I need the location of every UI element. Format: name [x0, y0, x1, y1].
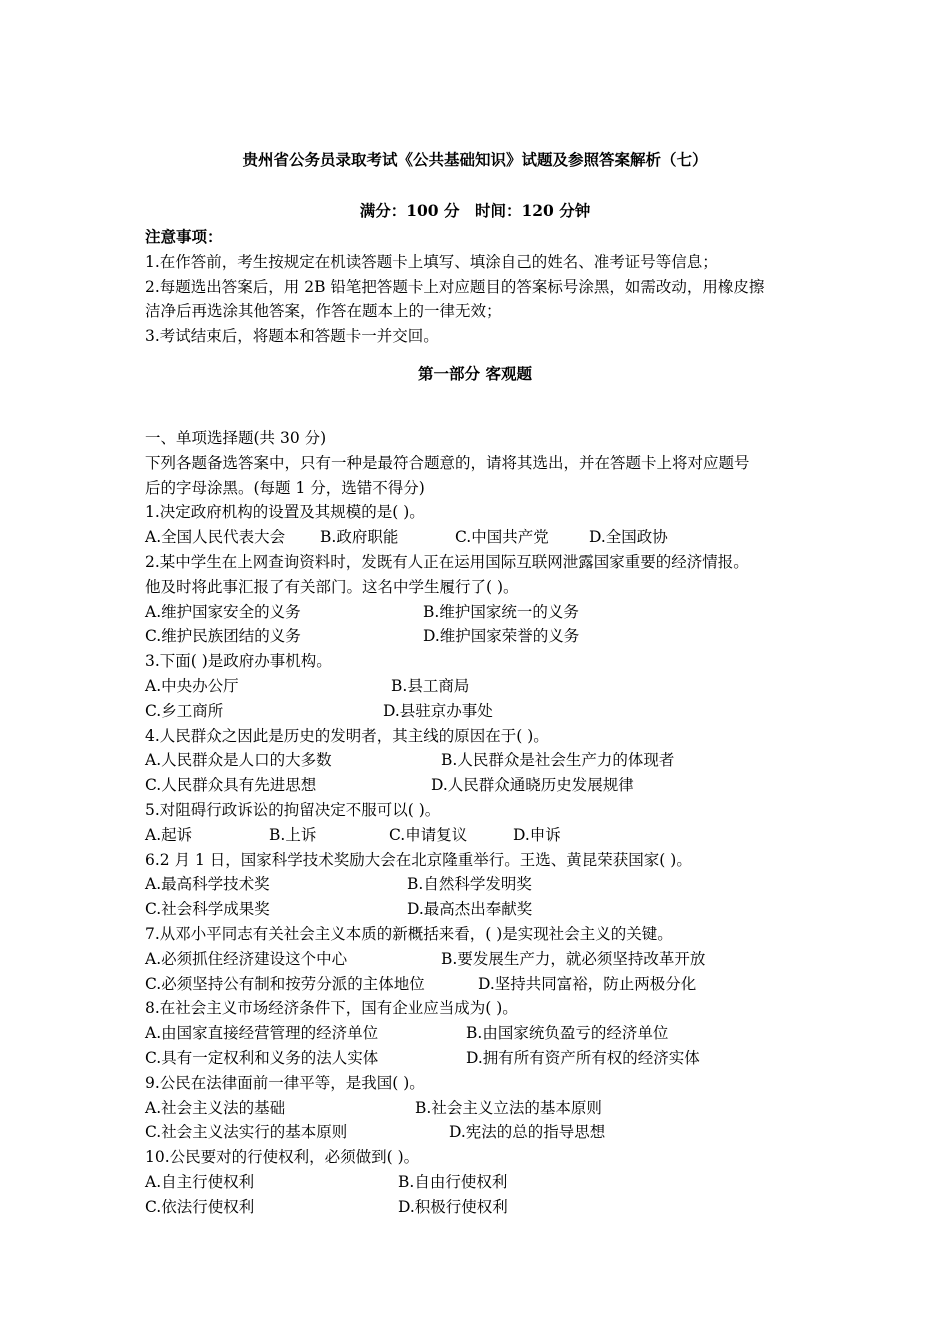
option-row: [145, 600, 815, 625]
option: B.上诉: [269, 825, 317, 844]
question: [145, 996, 815, 1070]
option: C.维护民族团结的义务: [145, 627, 301, 646]
question-stem: 2.某中学生在上网查询资料时，发既有人正在运用国际互联网泄露国家重要的经济情报。: [145, 552, 749, 571]
option: A.自主行使权利: [145, 1172, 255, 1191]
question-stem: 5.对阻碍行政诉讼的拘留决定不服可以( )。: [145, 800, 441, 819]
question: [145, 922, 815, 996]
option: D.人民群众通晓历史发展规律: [431, 776, 634, 795]
notice-line: 洁净后再选涂其他答案，作答在题本上的一律无效；: [145, 302, 502, 321]
question-stem: 7.从邓小平同志有关社会主义本质的新概括来看，( )是实现社会主义的关键。: [145, 924, 673, 943]
option: A.中央办公厅: [145, 676, 239, 695]
option: B.政府职能: [320, 528, 399, 547]
option: C.社会主义法实行的基本原则: [145, 1123, 348, 1142]
question-stem: 9.公民在法律面前一律平等，是我国( )。: [145, 1073, 425, 1092]
option: D.积极行使权利: [398, 1197, 508, 1216]
question: [145, 848, 815, 922]
option: B.县工商局: [391, 676, 470, 695]
option-row: [145, 773, 815, 798]
option-row: [145, 872, 815, 897]
option: D.县驻京办事处: [383, 701, 493, 720]
option: C.中国共产党: [455, 528, 549, 547]
option-row: [145, 972, 815, 997]
part-title: 第一部分 客观题: [418, 363, 532, 383]
option: C.人民群众具有先进思想: [145, 776, 317, 795]
option: B.维护国家统一的义务: [423, 602, 579, 621]
notice-heading: 注意事项：: [145, 227, 223, 246]
option: D.全国政协: [589, 528, 668, 547]
option-row: [145, 699, 815, 724]
option: D.维护国家荣誉的义务: [423, 627, 580, 646]
option: B.人民群众是社会生产力的体现者: [441, 751, 675, 770]
option: D.坚持共同富裕，防止两极分化: [478, 974, 697, 993]
question-stem: 他及时将此事汇报了有关部门。这名中学生履行了( )。: [145, 577, 519, 596]
option-row: [145, 947, 815, 972]
option-row: [145, 624, 815, 649]
option-row: [145, 1120, 815, 1145]
option: A.人民群众是人口的大多数: [145, 751, 332, 770]
option: C.具有一定权利和义务的法人实体: [145, 1048, 379, 1067]
option-row: [145, 897, 815, 922]
option-row: [145, 823, 815, 848]
question: [145, 1145, 815, 1219]
option: B.社会主义立法的基本原则: [415, 1098, 602, 1117]
option: D.最高杰出奉献奖: [407, 900, 533, 919]
option-row: [145, 1021, 815, 1046]
option: B.要发展生产力，就必须坚持改革开放: [441, 949, 706, 968]
question-stem: 10.公民要对的行使权利，必须做到( )。: [145, 1148, 420, 1167]
instruction-line: 后的字母涂黑。(每题 1 分，选错不得分): [145, 478, 425, 497]
option-row: [145, 1195, 815, 1220]
question: [145, 500, 815, 550]
option: C.乡工商所: [145, 701, 224, 720]
option: D.宪法的总的指导思想: [449, 1123, 606, 1142]
notice-line: 2.每题选出答案后，用 2B 铅笔把答题卡上对应题目的答案标号涂黑，如需改动，用橡皮擦: [145, 277, 765, 296]
option: A.起诉: [145, 825, 193, 844]
question-stem: 8.在社会主义市场经济条件下，国有企业应当成为( )。: [145, 999, 518, 1018]
question-stem: 3.下面( )是政府办事机构。: [145, 652, 332, 671]
question: [145, 1071, 815, 1145]
option-row: [145, 1170, 815, 1195]
notice-line: 3.考试结束后，将题本和答题卡一并交回。: [145, 327, 439, 346]
option: C.依法行使权利: [145, 1197, 255, 1216]
instruction-line: 下列各题备选答案中，只有一种是最符合题意的，请将其选出，并在答题卡上将对应题号: [145, 453, 750, 472]
question: [145, 724, 815, 798]
question-stem: 1.决定政府机构的设置及其规模的是( )。: [145, 503, 425, 522]
option: A.全国人民代表大会: [145, 528, 286, 547]
option: D.拥有所有资产所有权的经济实体: [466, 1048, 700, 1067]
exam-meta: 满分：100 分 时间：120 分钟: [359, 201, 591, 220]
question: [145, 550, 815, 649]
option: C.申请复议: [389, 825, 468, 844]
option-row: [145, 525, 815, 550]
option-row: [145, 674, 815, 699]
option: A.由国家直接经营管理的经济单位: [145, 1024, 379, 1043]
option-row: [145, 748, 815, 773]
option: C.社会科学成果奖: [145, 900, 270, 919]
option: C.必须坚持公有制和按劳分派的主体地位: [145, 974, 425, 993]
option: B.由国家统负盈亏的经济单位: [466, 1024, 669, 1043]
section-title: 一、单项选择题(共 30 分): [145, 428, 327, 447]
option-row: [145, 1096, 815, 1121]
option: A.最高科学技术奖: [145, 875, 270, 894]
question: [145, 649, 815, 723]
notice-line: 1.在作答前，考生按规定在机读答题卡上填写、填涂自己的姓名、准考证号等信息；: [145, 252, 718, 271]
option: B.自由行使权利: [398, 1172, 508, 1191]
document-title: 贵州省公务员录取考试《公共基础知识》试题及参照答案解析（七）: [242, 150, 708, 169]
question-stem: 4.人民群众之因此是历史的发明者，其主线的原因在于( )。: [145, 726, 549, 745]
document-body: [145, 225, 815, 1219]
option: A.必须抓住经济建设这个中心: [145, 949, 348, 968]
option: D.申诉: [513, 825, 561, 844]
option-row: [145, 1046, 815, 1071]
option: B.自然科学发明奖: [407, 875, 532, 894]
question-stem: 6.2 月 1 日，国家科学技术奖励大会在北京隆重举行。王选、黄昆荣获国家( )。: [145, 850, 692, 869]
question: [145, 798, 815, 848]
option: A.社会主义法的基础: [145, 1098, 286, 1117]
option: A.维护国家安全的义务: [145, 602, 301, 621]
